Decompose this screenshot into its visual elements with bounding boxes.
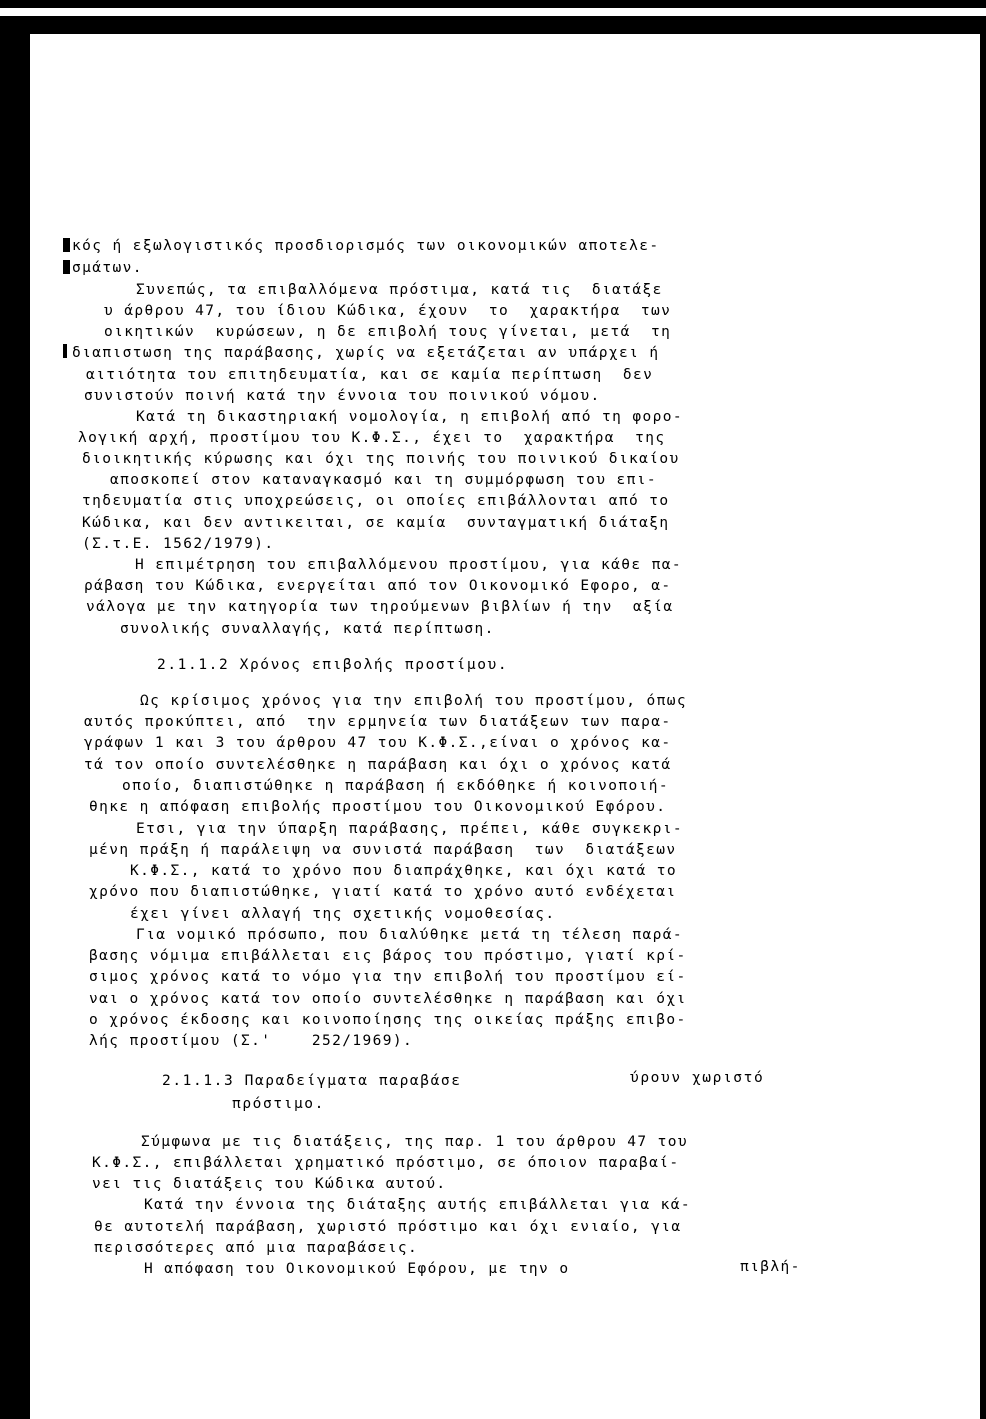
text-line: συνιστούν ποινή κατά την έννοια του ποινικού νόμου. xyxy=(84,388,601,404)
text-line: Ετσι, για την ύπαρξη παράβασης, πρέπει, κάθε συγκεκρι- xyxy=(136,821,684,837)
text-line: (Σ.τ.Ε. 1562/1979). xyxy=(82,536,275,552)
text-line: λογική αρχή, προστίμου του Κ.Φ.Σ., έχει το χαρακτήρα της xyxy=(78,430,666,446)
text-line: Ως κρίσιμος χρόνος για την επιβολή του προστίμου, όπως xyxy=(140,693,688,709)
text-line: χρόνο που διαπιστώθηκε, γιατί κατά το χρόνο αυτό ενδέχεται xyxy=(89,884,677,900)
text-line: Σύμφωνα με τις διατάξεις, της παρ. 1 του άρθρου 47 του xyxy=(141,1134,689,1150)
text-line: διοικητικής κύρωσης και όχι της ποινής του ποινικού δικαίου xyxy=(82,451,680,467)
text-line: λής προστίμου (Σ.' 252/1969). xyxy=(89,1033,414,1049)
text-line: τηδευματία στις υποχρεώσεις, οι οποίες επιβάλλονται από το xyxy=(82,493,670,509)
text-line: αιτιότητα του επιτηδευματία, και σε καμία περίπτωση δεν xyxy=(86,367,654,383)
text-line: συνολικής συναλλαγής, κατά περίπτωση. xyxy=(120,621,495,637)
text-line: σιμος χρόνος κατά το νόμο για την επιβολή του προστίμου εί- xyxy=(89,969,687,985)
margin-mark xyxy=(63,238,70,252)
text-line: Συνεπώς, τα επιβαλλόμενα πρόστιμα, κατά τις διατάξε xyxy=(136,282,663,298)
text-line: βασης νόμιμα επιβάλλεται εις βάρος του πρόστιμο, γιατί κρί- xyxy=(89,948,687,964)
text-line: διαπιστωση της παράβασης, χωρίς να εξετάζεται αν υπάρχει ή xyxy=(72,345,660,361)
text-line: Κατά τη δικαστηριακή νομολογία, η επιβολή από τη φορο- xyxy=(136,409,684,425)
margin-mark xyxy=(63,344,67,358)
section-heading: 2.1.1.2 Χρόνος επιβολής προστίμου. xyxy=(157,657,509,673)
text-line: Κ.Φ.Σ., κατά το χρόνο που διαπράχθηκε, και όχι κατά το xyxy=(130,863,678,879)
text-line-fragment: πιβλή- xyxy=(740,1259,801,1275)
text-line: αυτός προκύπτει, από την ερμηνεία των διατάξεων των παρα- xyxy=(84,714,672,730)
text-line: υ άρθρου 47, του ίδιου Κώδικα, έχουν το χαρακτήρα των xyxy=(104,303,672,319)
text-line: ο χρόνος έκδοσης και κοινοποίησης της οικείας πράξης επιβο- xyxy=(89,1012,687,1028)
text-line: τά τον οποίο συντελέσθηκε η παράβαση και όχι ο χρόνος κατά xyxy=(84,757,672,773)
text-line: σμάτων. xyxy=(72,260,143,276)
text-line: Η επιμέτρηση του επιβαλλόμενου προστίμου, για κάθε πα- xyxy=(135,557,683,573)
text-line: οποίο, διαπιστώθηκε η παράβαση ή εκδόθηκε ή κοινοποιή- xyxy=(122,778,670,794)
text-line: έχει γίνει αλλαγή της σχετικής νομοθεσίας. xyxy=(130,906,556,922)
text-line: Κώδικα, και δεν αντικειται, σε καμία συνταγματική διάταξη xyxy=(82,515,670,531)
section-heading: 2.1.1.3 Παραδείγματα παραβάσε xyxy=(162,1073,462,1089)
text-line: μένη πράξη ή παράλειψη να συνιστά παράβαση των διατάξεων xyxy=(89,842,677,858)
text-line: Κατά την έννοια της διάταξης αυτής επιβάλλεται για κά- xyxy=(144,1197,692,1213)
text-line: νάλογα με την κατηγορία των τηρούμενων βιβλίων ή την αξία xyxy=(86,599,674,615)
section-heading-fragment: ύρουν χωριστό xyxy=(630,1070,765,1086)
text-line: γράφων 1 και 3 του άρθρου 47 του Κ.Φ.Σ.,είναι ο χρόνος κα- xyxy=(84,735,672,751)
text-line: κός ή εξωλογιστικός προσδιορισμός των οικονομικών αποτελε- xyxy=(72,238,660,254)
section-heading-cont: πρόστιμο. xyxy=(232,1096,325,1112)
text-line: Για νομικό πρόσωπο, που διαλύθηκε μετά τη τέλεση παρά- xyxy=(136,927,684,943)
text-line: νει τις διατάξεις του Κώδικα αυτού. xyxy=(92,1176,447,1192)
margin-mark xyxy=(63,260,70,274)
text-line: ναι ο χρόνος κατά τον οποίο συντελέσθηκε η παράβαση και όχι xyxy=(89,991,687,1007)
text-line: θηκε η απόφαση επιβολής προστίμου του Οικονομικού Εφόρου. xyxy=(89,799,667,815)
text-line: ράβαση του Κώδικα, ενεργείται από τον Οικονομικό Εφορο, α- xyxy=(84,578,672,594)
text-line: περισσότερες από μια παραβάσεις. xyxy=(94,1240,419,1256)
text-line: θε αυτοτελή παράβαση, χωριστό πρόστιμο και όχι ενιαίο, για xyxy=(94,1219,682,1235)
text-line: Η απόφαση του Οικονομικού Εφόρου, με την ο xyxy=(144,1261,570,1277)
text-line: οικητικών κυρώσεων, η δε επιβολή τους γίνεται, μετά τη xyxy=(104,324,672,340)
text-line: αποσκοπεί στον καταναγκασμό και τη συμμόρφωση του επι- xyxy=(110,472,658,488)
text-line: Κ.Φ.Σ., επιβάλλεται χρηματικό πρόστιμο, σε όποιον παραβαί- xyxy=(92,1155,680,1171)
